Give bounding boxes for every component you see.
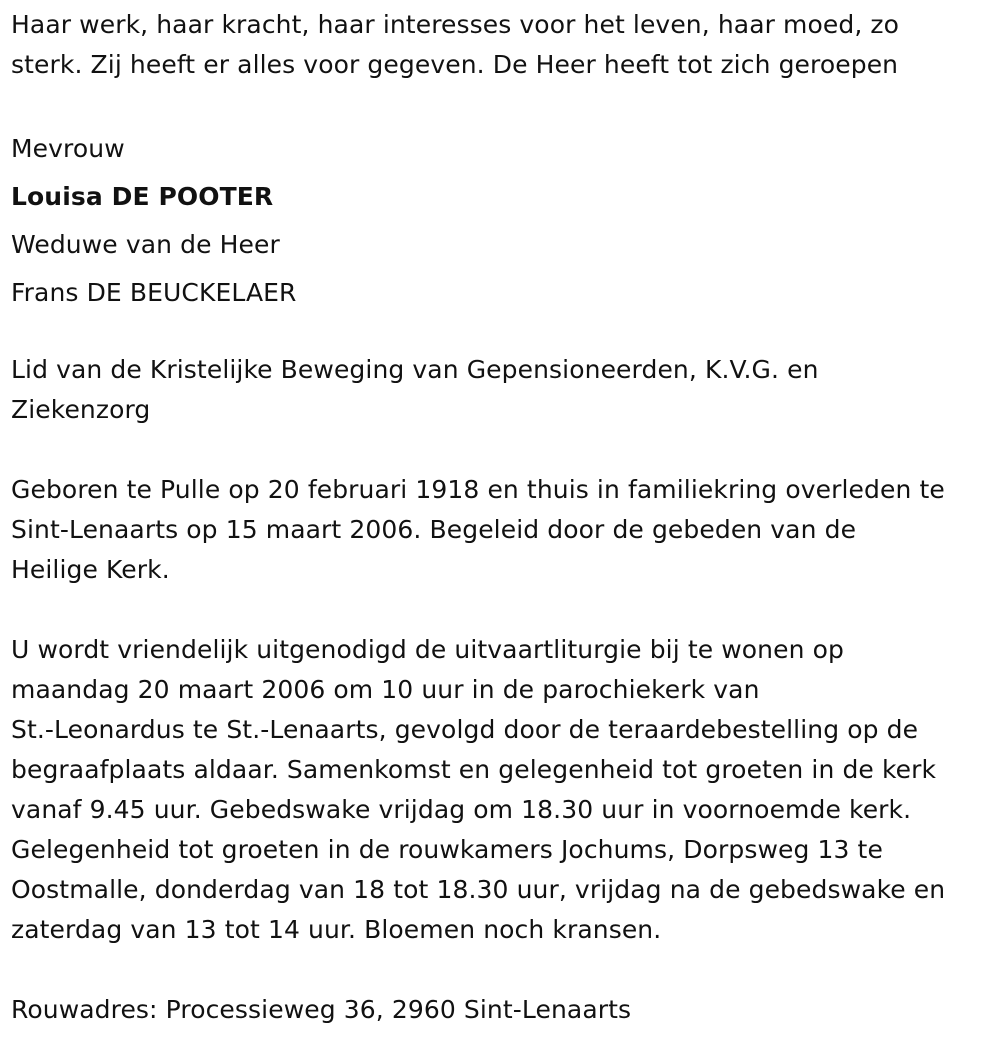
salutation: Mevrouw xyxy=(11,134,125,163)
membership-paragraph xyxy=(11,350,819,430)
intro-paragraph xyxy=(11,5,899,85)
funeral-paragraph xyxy=(11,630,945,950)
deceased-name: Louisa DE POOTER xyxy=(11,182,274,211)
intro-line-1: Haar werk, haar kracht, haar interesses voor het leven, haar moed, zo xyxy=(11,10,900,39)
intro-line-2: sterk. Zij heeft er alles voor gegeven. De Heer heeft tot zich geroepen xyxy=(11,50,899,79)
funeral-line-1: U wordt vriendelijk uitgenodigd de uitvaartliturgie bij te wonen op xyxy=(11,635,844,664)
spouse-name: Frans DE BEUCKELAER xyxy=(11,278,297,307)
membership-line-1: Lid van de Kristelijke Beweging van Gepensioneerden, K.V.G. en xyxy=(11,355,819,384)
mourning-address: Rouwadres: Processieweg 36, 2960 Sint-Lenaarts xyxy=(11,995,632,1024)
funeral-line-2: maandag 20 maart 2006 om 10 uur in de parochiekerk van xyxy=(11,675,760,704)
birth-death-paragraph xyxy=(11,470,945,590)
funeral-line-4: begraafplaats aldaar. Samenkomst en gelegenheid tot groeten in de kerk xyxy=(11,755,937,784)
funeral-line-3: St.-Leonardus te St.-Lenaarts, gevolgd door de teraardebestelling op de xyxy=(11,715,919,744)
funeral-line-7: Oostmalle, donderdag van 18 tot 18.30 uur, vrijdag na de gebedswake en xyxy=(11,875,946,904)
widow-status: Weduwe van de Heer xyxy=(11,230,280,259)
address-paragraph xyxy=(11,990,631,1030)
birth-death-line-1: Geboren te Pulle op 20 februari 1918 en thuis in familiekring overleden te xyxy=(11,475,945,504)
funeral-line-6: Gelegenheid tot groeten in de rouwkamers Jochums, Dorpsweg 13 te xyxy=(11,835,883,864)
funeral-line-5: vanaf 9.45 uur. Gebedswake vrijdag om 18.30 uur in voornoemde kerk. xyxy=(11,795,912,824)
funeral-line-8: zaterdag van 13 tot 14 uur. Bloemen noch kransen. xyxy=(11,915,662,944)
membership-line-2: Ziekenzorg xyxy=(11,395,151,424)
person-block xyxy=(11,125,297,317)
birth-death-line-2: Sint-Lenaarts op 15 maart 2006. Begeleid door de gebeden van de xyxy=(11,515,857,544)
birth-death-line-3: Heilige Kerk. xyxy=(11,555,170,584)
